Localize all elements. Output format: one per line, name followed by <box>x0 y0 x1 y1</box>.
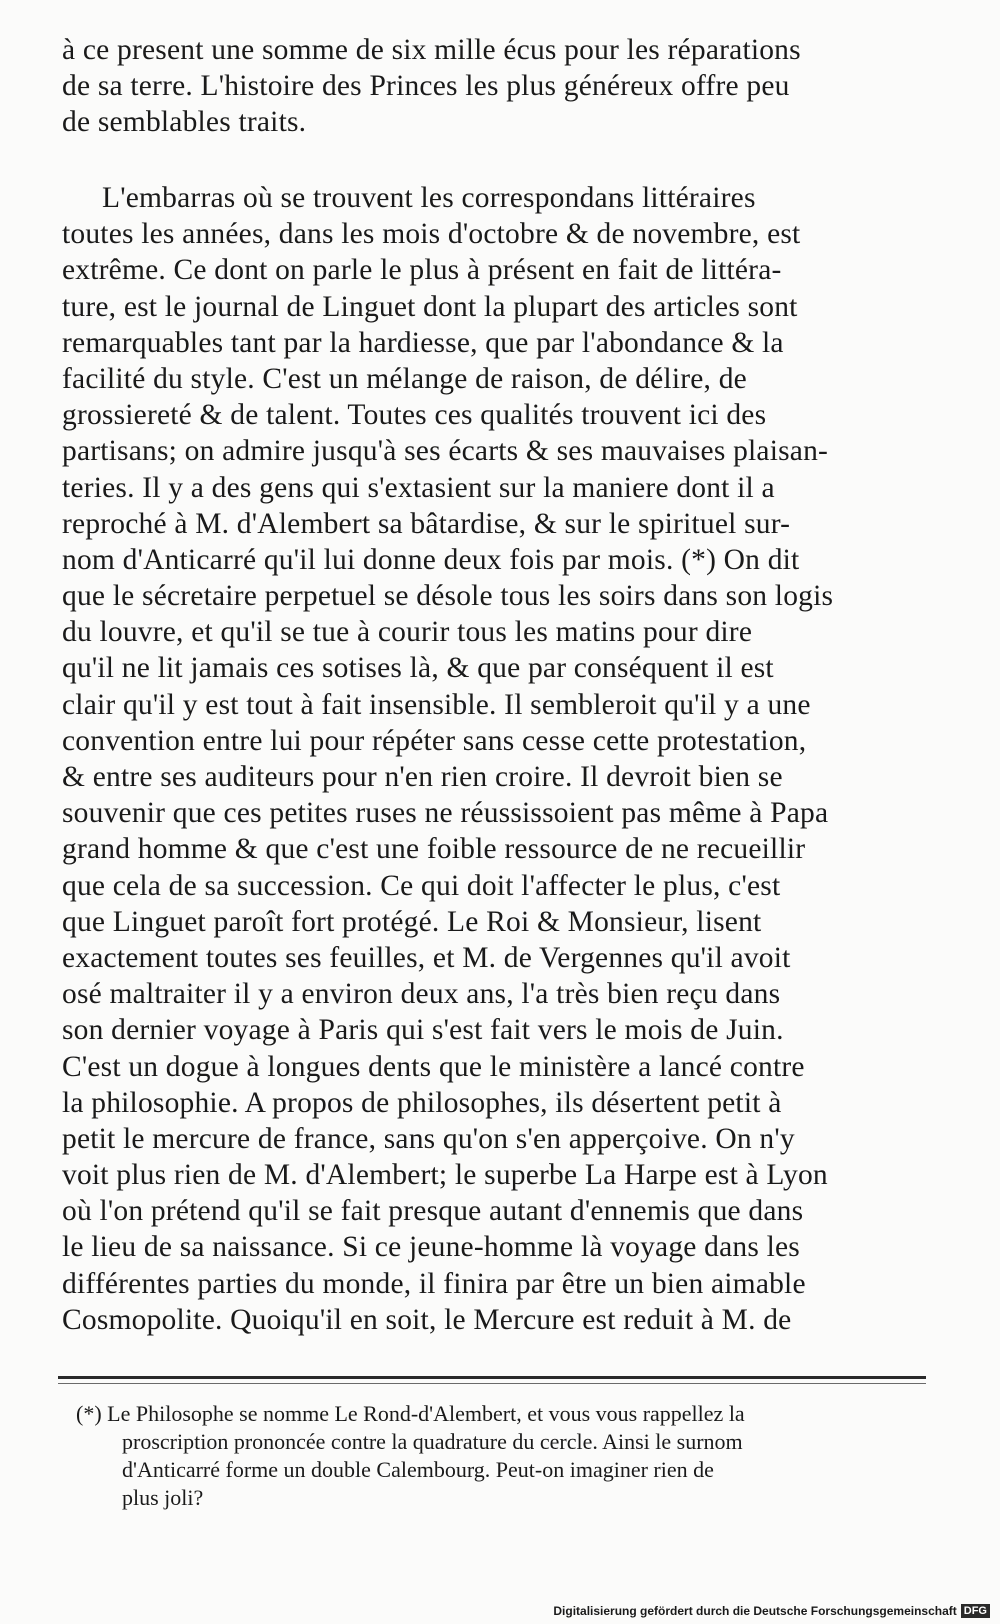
digitization-credit <box>553 1604 990 1618</box>
text-line: C'est un dogue à longues dents que le ministère a lancé contre <box>62 1050 805 1083</box>
text-line: voit plus rien de M. d'Alembert; le superbe La Harpe est à Lyon <box>62 1159 828 1192</box>
credit-text: Digitalisierung gefördert durch die Deutsche Forschungsgemeinschaft <box>553 1604 957 1618</box>
text-line: différentes parties du monde, il finira par être un bien aimable <box>62 1267 806 1300</box>
text-line: L'embarras où se trouvent les correspondans littéraires <box>102 182 756 214</box>
text-line: facilité du style. C'est un mélange de raison, de délire, de <box>62 362 747 395</box>
text-line: que cela de sa succession. Ce qui doit l'affecter le plus, c'est <box>62 869 781 902</box>
text-line: que le sécretaire perpetuel se désole tous les soirs dans son logis <box>62 580 834 613</box>
text-line: clair qu'il y est tout à fait insensible. Il sembleroit qu'il y a une <box>62 688 811 721</box>
text-line: à ce present une somme de six mille écus pour les réparations <box>62 34 801 66</box>
text-line: extrême. Ce dont on parle le plus à présent en fait de littéra- <box>62 254 782 287</box>
footnote-rule-thin <box>58 1383 926 1384</box>
dfg-logo: DFG <box>961 1604 990 1618</box>
text-line: le lieu de sa naissance. Si ce jeune-homme là voyage dans les <box>62 1231 800 1264</box>
text-line: petit le mercure de france, sans qu'on s'en apperçoive. On n'y <box>62 1122 795 1155</box>
footnote-line: d'Anticarré forme un double Calembourg. Peut-on imaginer rien de <box>122 1457 714 1482</box>
text-line: reproché à M. d'Alembert sa bâtardise, & sur le spirituel sur- <box>62 507 791 540</box>
text-line: remarquables tant par la hardiesse, que par l'abondance & la <box>62 326 784 359</box>
text-line: souvenir que ces petites ruses ne réussissoient pas même à Papa <box>62 797 829 830</box>
text-line: convention entre lui pour répéter sans cesse cette protestation, <box>62 724 807 757</box>
text-line: teries. Il y a des gens qui s'extasient sur la maniere dont il a <box>62 471 775 504</box>
text-line: toutes les années, dans les mois d'octobre & de novembre, est <box>62 218 801 251</box>
text-line: la philosophie. A propos de philosophes, ils désertent petit à <box>62 1086 782 1119</box>
text-line: son dernier voyage à Paris qui s'est fait vers le mois de Juin. <box>62 1014 784 1047</box>
main-paragraph <box>62 180 934 1338</box>
text-line: Cosmopolite. Quoiqu'il en soit, le Mercure est reduit à M. de <box>62 1303 792 1336</box>
text-line: de sa terre. L'histoire des Princes les plus généreux offre peu <box>62 70 790 103</box>
footnote-rule <box>58 1376 926 1379</box>
top-paragraph <box>62 32 934 141</box>
text-line: grossiereté & de talent. Toutes ces qualités trouvent ici des <box>62 399 767 432</box>
text-line: du louvre, et qu'il se tue à courir tous les matins pour dire <box>62 616 753 649</box>
footnote-line: (*) Le Philosophe se nomme Le Rond-d'Alembert, et vous vous rappellez la <box>76 1401 745 1426</box>
text-line: que Linguet paroît fort protégé. Le Roi & Monsieur, lisent <box>62 905 762 938</box>
text-line: exactement toutes ses feuilles, et M. de Vergennes qu'il avoit <box>62 941 791 974</box>
text-line: où l'on prétend qu'il se fait presque autant d'ennemis que dans <box>62 1195 804 1228</box>
text-line: nom d'Anticarré qu'il lui donne deux fois par mois. (*) On dit <box>62 543 800 576</box>
text-line: osé maltraiter il y a environ deux ans, l'a très bien reçu dans <box>62 978 781 1011</box>
text-line: grand homme & que c'est une foible ressource de ne recueillir <box>62 833 806 866</box>
text-line: qu'il ne lit jamais ces sotises là, & que par conséquent il est <box>62 652 774 685</box>
text-line: ture, est le journal de Linguet dont la plupart des articles sont <box>62 290 798 323</box>
footnote <box>76 1400 932 1512</box>
footnote-line: plus joli? <box>122 1485 204 1510</box>
text-line: & entre ses auditeurs pour n'en rien croire. Il devroit bien se <box>62 761 783 793</box>
text-line: de semblables traits. <box>62 106 307 139</box>
footnote-line: proscription prononcée contre la quadrature du cercle. Ainsi le surnom <box>122 1429 743 1454</box>
text-line: partisans; on admire jusqu'à ses écarts & ses mauvaises plaisan- <box>62 435 829 468</box>
